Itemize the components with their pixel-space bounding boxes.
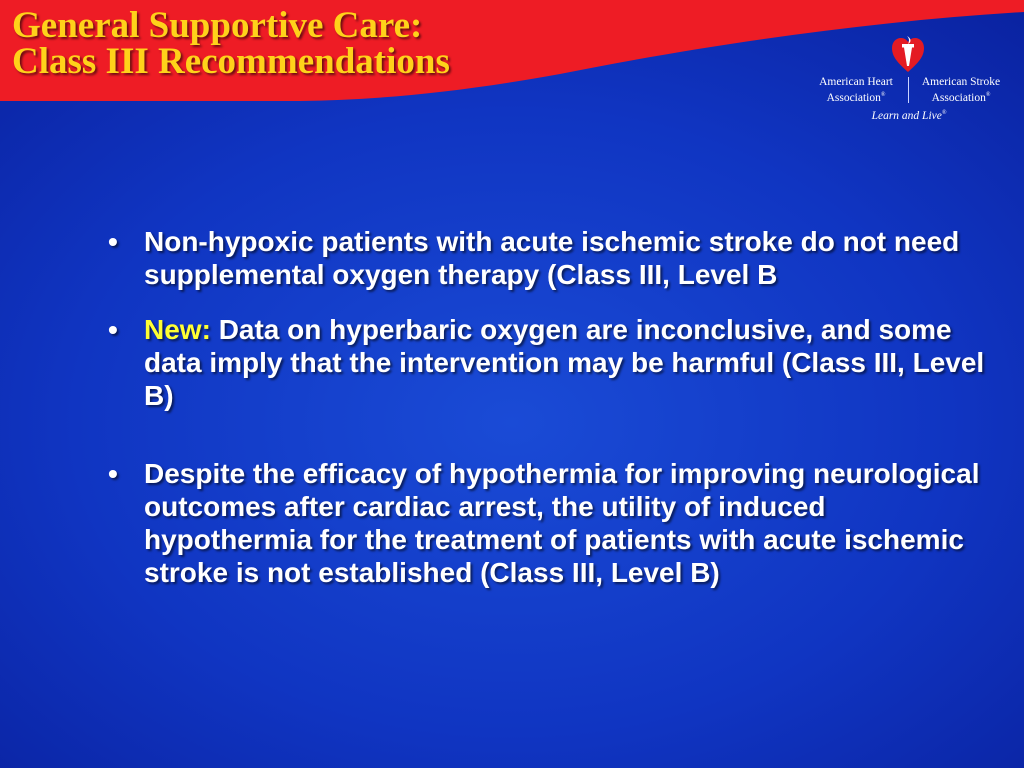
recommendation-item xyxy=(108,313,998,412)
bullet-marker: • xyxy=(108,314,118,345)
logo-divider xyxy=(908,77,909,103)
aha-asa-logo xyxy=(804,34,1014,126)
new-label: New: xyxy=(144,314,211,345)
asa-registered-mark: ® xyxy=(985,92,991,98)
recommendation-item xyxy=(108,225,998,291)
bullet-marker: • xyxy=(108,458,118,489)
recommendation-text: Despite the efficacy of hypothermia for improving neurological outcomes after cardiac arrest, the utility of induced hypothermia for the treatment of patients with acute ischemic stroke is not established (Class III, Level B) xyxy=(144,458,980,588)
recommendation-list xyxy=(108,225,998,589)
recommendation-text: Data on hyperbaric oxygen are inconclusive, and some data imply that the intervention may be harmful (Class III, Level B) xyxy=(144,314,985,411)
aha-registered-mark: ® xyxy=(880,92,886,98)
asa-name-line2: Association® xyxy=(931,91,991,104)
heart-torch-icon xyxy=(890,34,926,74)
slide-title-line2: Class III Recommendations xyxy=(12,41,450,82)
aha-wordmark xyxy=(808,76,904,105)
aha-name-line1: American Heart xyxy=(819,76,893,88)
asa-name-line1: American Stroke xyxy=(921,76,1001,88)
logo-tagline: Learn and Live® xyxy=(871,110,947,122)
recommendation-text: Non-hypoxic patients with acute ischemic stroke do not need supplemental oxygen therapy (Class III, Level B xyxy=(144,226,960,290)
slide-title xyxy=(12,5,450,82)
bullet-marker: • xyxy=(108,226,118,257)
tagline-registered-mark: ® xyxy=(941,110,947,117)
slide-title-line1: General Supportive Care: xyxy=(12,5,423,46)
recommendation-item xyxy=(108,457,998,589)
aha-name-line2: Association® xyxy=(826,91,886,104)
asa-wordmark xyxy=(912,76,1010,105)
